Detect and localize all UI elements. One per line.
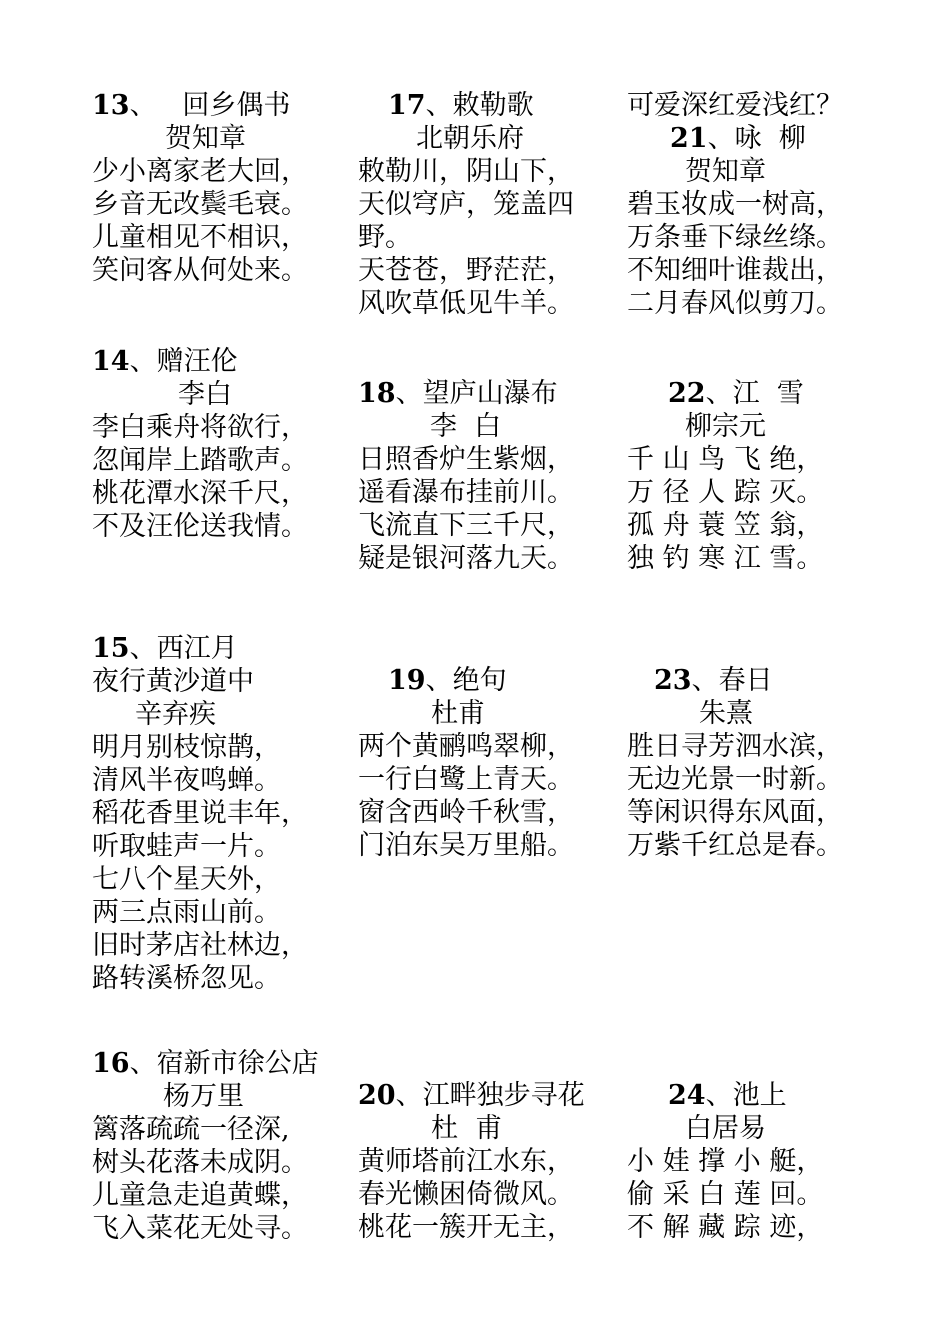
poem-16-sep: 、 (129, 1048, 157, 1079)
poem-16-line-2: 树头花落未成阴。 (92, 1147, 308, 1178)
poem-14-line-1: 李白乘舟将欲行， (92, 412, 308, 443)
poem-18-title: 望庐山瀑布 (422, 378, 558, 409)
poem-17-number: 17 (388, 90, 426, 121)
poem-19-line-4: 门泊东吴万里船。 (358, 830, 574, 861)
poem-17-line-3: 野。 (358, 222, 412, 253)
poem-13-line-2: 乡音无改鬓毛衰。 (92, 189, 308, 220)
poem-15-line-3: 稻花香里说丰年， (92, 798, 308, 829)
poem-16-author: 杨万里 (163, 1081, 244, 1112)
poem-15-line-5: 七八个星天外， (92, 864, 281, 895)
poem-13-line-3: 儿童相见不相识， (92, 222, 308, 253)
poem-19-author: 杜甫 (431, 698, 485, 729)
poem-24-author: 白居易 (685, 1113, 766, 1144)
poem-13-number: 13 (92, 90, 130, 121)
poem-22-line-1: 千 山 鸟 飞 绝， (627, 444, 824, 475)
poem-18-sep: 、 (395, 378, 423, 409)
poem-15-line-4: 听取蛙声一片。 (92, 831, 281, 862)
poem-14-line-4: 不及汪伦送我情。 (92, 511, 308, 542)
poem-15-title: 西江月 (156, 633, 238, 664)
poem-17-line-4: 天苍苍，野茫茫， (358, 255, 574, 286)
poem-16-line-1: 篱落疏疏一径深, (92, 1114, 290, 1145)
poem-19-line-1: 两个黄鹂鸣翠柳， (358, 731, 574, 762)
poem-23-title: 春日 (718, 665, 773, 696)
poem-21-line-4: 二月春风似剪刀。 (627, 288, 843, 319)
poem-20-heading (358, 1079, 585, 1113)
poem-15-subtitle: 夜行黄沙道中 (92, 666, 254, 697)
poem-15-sep: 、 (129, 633, 157, 664)
poem-16-heading (92, 1047, 319, 1081)
poem-14-title: 赠汪伦 (156, 346, 238, 377)
poem-22-number: 22 (668, 378, 706, 409)
poem-23-line-2: 无边光景一时新。 (627, 764, 843, 795)
poem-21-title: 咏 柳 (734, 123, 806, 154)
poem-23-line-4: 万紫千红总是春。 (627, 830, 843, 861)
poem-23-line-3: 等闲识得东风面， (627, 797, 843, 828)
poem-23-sep: 、 (691, 665, 719, 696)
poem-21-line-2: 万条垂下绿丝绦。 (627, 222, 843, 253)
poem-22-title: 江 雪 (732, 378, 804, 409)
poem-20-number: 20 (358, 1080, 396, 1111)
poem-13-author: 贺知章 (165, 123, 246, 154)
poem-18-number: 18 (358, 378, 396, 409)
poem-21-sep: 、 (707, 123, 735, 154)
poem-14-heading (92, 345, 238, 379)
poem-18-line-1: 日照香炉生紫烟， (358, 444, 574, 475)
poem-18-line-4: 疑是银河落九天。 (358, 543, 574, 574)
poem-14-line-2: 忽闻岸上踏歌声。 (92, 445, 308, 476)
poem-22-line-4: 独 钓 寒 江 雪。 (627, 543, 824, 574)
poem-20-line-3: 桃花一簇开无主， (358, 1212, 574, 1243)
poem-15-line-2: 清风半夜鸣蝉。 (92, 765, 281, 796)
poem-20-sep: 、 (395, 1080, 423, 1111)
poem-19-line-2: 一行白鹭上青天。 (358, 764, 574, 795)
poem-24-number: 24 (668, 1080, 706, 1111)
poem-17-author: 北朝乐府 (416, 123, 524, 154)
poem-17-line-5: 风吹草低见牛羊。 (358, 288, 574, 319)
poem-17-line-1: 敕勒川，阴山下， (358, 156, 574, 187)
poem-19-sep: 、 (425, 665, 453, 696)
poem-15-heading (92, 632, 238, 666)
poem-23-heading (654, 664, 773, 698)
poem-19-heading (388, 664, 507, 698)
poem-17-heading (388, 89, 534, 123)
poem-19-line-3: 窗含西岭千秋雪， (358, 797, 574, 828)
poem-19-title: 绝句 (452, 665, 507, 696)
poem-13-line-4: 笑问客从何处来。 (92, 255, 308, 286)
poem-21-line-3: 不知细叶谁裁出， (627, 255, 843, 286)
poem-23-line-1: 胜日寻芳泗水滨， (627, 731, 843, 762)
poem-22-author: 柳宗元 (685, 411, 766, 442)
poem-20-line-1: 黄师塔前江水东， (358, 1146, 574, 1177)
poem-17-title: 敕勒歌 (452, 90, 534, 121)
poem-15-line-1: 明月别枝惊鹊， (92, 732, 281, 763)
poem-14-number: 14 (92, 346, 130, 377)
poem-16-line-4: 飞入菜花无处寻。 (92, 1213, 308, 1244)
poem-24-line-1: 小 娃 撑 小 艇， (627, 1146, 824, 1177)
poem-22-heading (668, 377, 804, 411)
poem-14-author: 李白 (178, 379, 232, 410)
poem-24-line-2: 偷 采 白 莲 回。 (627, 1179, 824, 1210)
poem-14-line-3: 桃花潭水深千尺， (92, 478, 308, 509)
poem-22-sep: 、 (705, 378, 733, 409)
poem-20-continued-line: 可爱深红爱浅红？ (627, 90, 843, 121)
poem-24-line-3: 不 解 藏 踪 迹， (627, 1212, 824, 1243)
poem-21-number: 21 (670, 123, 708, 154)
poem-20-line-2: 春光懒困倚微风。 (358, 1179, 574, 1210)
poem-23-number: 23 (654, 665, 692, 696)
poem-15-line-8: 路转溪桥忽见。 (92, 963, 281, 994)
poem-13-sep: 、 (129, 90, 157, 121)
poem-15-line-7: 旧时茅店社林边， (92, 930, 308, 961)
poem-24-sep: 、 (705, 1080, 733, 1111)
poem-21-heading (670, 122, 806, 156)
poem-20-title: 江畔独步寻花 (422, 1080, 585, 1111)
poem-22-line-3: 孤 舟 蓑 笠 翁， (627, 510, 824, 541)
poem-23-author: 朱熹 (699, 698, 753, 729)
poem-18-heading (358, 377, 558, 411)
poem-21-author: 贺知章 (685, 156, 766, 187)
poem-15-line-6: 两三点雨山前。 (92, 897, 281, 928)
poem-16-title: 宿新市徐公店 (156, 1048, 319, 1079)
poem-18-line-2: 遥看瀑布挂前川。 (358, 477, 574, 508)
poem-13-title: 回乡偶书 (156, 90, 291, 121)
poem-17-line-2: 天似穹庐，笼盖四 (358, 189, 574, 220)
poem-24-title: 池上 (732, 1080, 787, 1111)
poem-18-line-3: 飞流直下三千尺， (358, 510, 574, 541)
poem-16-line-3: 儿童急走追黄蝶， (92, 1180, 308, 1211)
poem-20-author: 杜 甫 (431, 1113, 503, 1144)
poem-21-line-1: 碧玉妆成一树高， (627, 189, 843, 220)
poem-13-heading (92, 89, 290, 123)
poem-14-sep: 、 (129, 346, 157, 377)
poem-15-author: 辛弃疾 (135, 699, 216, 730)
poem-18-author: 李 白 (430, 411, 502, 442)
poem-17-sep: 、 (425, 90, 453, 121)
poem-22-line-2: 万 径 人 踪 灭。 (627, 477, 824, 508)
poem-24-heading (668, 1079, 787, 1113)
poem-15-number: 15 (92, 633, 130, 664)
poem-19-number: 19 (388, 665, 426, 696)
poem-13-line-1: 少小离家老大回， (92, 156, 308, 187)
poem-16-number: 16 (92, 1048, 130, 1079)
